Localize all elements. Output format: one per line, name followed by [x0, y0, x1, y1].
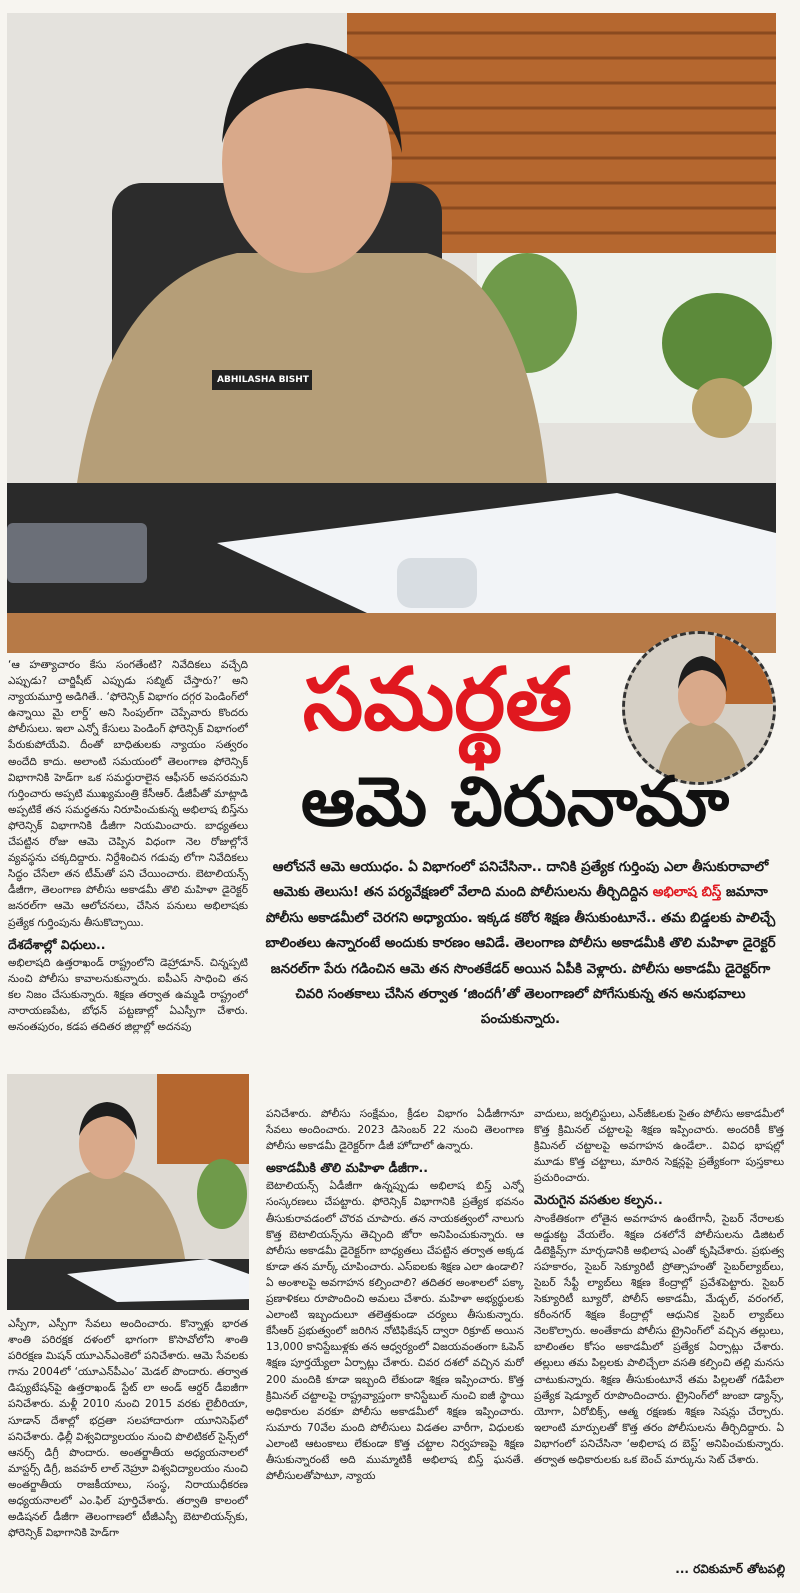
- left-para-1: ‘ఆ హత్యాచారం కేసు సంగతేంటి? నివేదికలు వచ్చేది ఎప్పుడు? చార్జిషీట్ ఎప్పుడు సబ్మిట్ చేస్తారు?’ అని న్యాయమూర్తి అడిగితే.. ‘ఫోరెన్సిక్ విభాగం దగ్గర పెండింగ్‌లో ఉన్నాయి మై లార్డ్’ అని సింపుల్‌గా చెప్పేవారు కొందరు పోలీసులు. ఇలా ఎన్నో కేసులు పెండింగ్ ఫోరెన్సిక్ విభాగంలో పేరుకుపోయేవి. దీంతో బాధితులకు న్యాయం సత్వరం అందేది కాదు. అలాంటి సమయంలో తెలంగాణ ఫోరెన్సిక్ విభాగానికి హెడ్‌గా ఒక సమర్థురాలైన ఆఫీసర్ అవసరమని గుర్తించారు అప్పటి ముఖ్యమంత్రి కేసీఆర్. డీజీపీతో మాట్లాడి అప్పటికే తన సమర్థతను నిరూపించుకున్న అభిలాష బిస్త్‌ను ఫోరెన్సిక్ విభాగానికి డీజీగా నియమించారు. బాధ్యతలు చేపట్టిన రోజు ఆమె చెప్పిన విధంగా నెల రోజుల్లోనే వ్యవస్థను చక్కదిద్దారు. నిర్దేశించిన గడువు లోగా నివేదికలు సిద్ధం చేసేలా తన టీమ్‌తో పని చేయించారు. బెటాలియన్స్ డీజీగా, తెలంగాణ పోలీసు అకాడమీ తొలి మహిళా డైరెక్టర్ జనరల్‌గా ఆమె ఆలోచనలు, చేసిన పనులు అభిలాషకు ప్రత్యేక గుర్తింపును తీసుకొచ్చాయి.: [8, 659, 248, 929]
- inset-circle-photo: [622, 631, 776, 785]
- name-badge: ABHILASHA BISHT: [217, 375, 309, 385]
- intro-deck: [258, 855, 783, 1098]
- right-para-2: సాంకేతికంగా లోతైన అవగాహన ఉంటేగానీ, సైబర్ నేరాలకు అడ్డుకట్ట వేయలేం. శిక్షణ దశలోనే పోలీసులను డిజిటల్ డిటెక్టివ్స్‌గా మార్చడానికి అభిలాష ఎంతో కృషిచేశారు. ప్రభుత్వ సహకారం, సైబర్ సెక్యూరిటీ ప్రోత్సాహంతో సైబర్‌ల్యాబ్‌లు, సైబర్ సేఫ్టీ ల్యాబ్‌లు శిక్షణ కేంద్రాల్లో ప్రవేశపెట్టారు. సైబర్ సెక్యూరిటీ బ్యూరో, పోలీస్ అకాడమీ, మేడ్చల్, వరంగల్, కరీంనగర్ శిక్షణ కేంద్రాల్లో ఆధునిక సైబర్ ల్యాబ్‌లు నెలకొల్పారు. అంతేకాదు పోలీసు ట్రైనింగ్‌లో వచ్చిన తల్లులు, బాలింతల కోసం అకాడమీలో ప్రత్యేక ఏర్పాట్లు చేశారు. తల్లులు తమ పిల్లలకు పాలిచ్చేలా వసతి కల్పించి తల్లి మనసు చాటుకున్నారు. శిక్షణ తీసుకుంటూనే తమ పిల్లలతో గడిపేలా ప్రత్యేక షెడ్యూల్ రూపొందించారు. ట్రైనింగ్‌లో జుంబా డ్యాన్స్, యోగా, ఏరోబిక్స్, ఆత్మ రక్షణకు శిక్షణ సెషన్లు చేర్చారు. ఇలాంటి మార్పులతో కొత్త తరం పోలీసులను తీర్చిదిద్దారు. ఏ విభాగంలో పనిచేసినా ‘అభిలాష ద బెస్ట్’ అనిపించుకున్నారు. తర్వాత అధికారులకు ఒక బెంచ్ మార్కును సెట్ చేశారు.: [534, 1212, 784, 1466]
- officer-writing-illustration: [7, 1074, 249, 1310]
- intro-text-before: ఆలోచనే ఆమె ఆయుధం. ఏ విభాగంలో పనిచేసినా.. దానికి ప్రత్యేక గుర్తింపు ఎలా తీసుకురావాలో ఆమెకు తెలుసు! తన పర్యవేక్షణలో వేలాది మంది పోలీసులను తీర్చిదిద్దిన: [272, 860, 769, 901]
- left-subheading: దేశదేశాల్లో విధులు..: [8, 936, 106, 952]
- right-para-1: వాదులు, జర్నలిస్టులు, ఎన్‌జీఓలకు సైతం పోలీసు అకాడమీలో కొత్త క్రిమినల్ చట్టాలపై శిక్షణ ఇప్పించారు. అందరికీ కొత్త క్రిమినల్ చట్టాలపై అవగాహన ఉండేలా.. వివిధ భాషల్లో మూడు కొత్త చట్టాలు, మారిన సెక్షన్లపై ప్రత్యేకంగా పుస్తకాలు ప్రచురించారు.: [534, 1108, 784, 1185]
- secondary-photo: [7, 1074, 249, 1310]
- byline: ... రవికుమార్ తోటపల్లి: [675, 1562, 785, 1576]
- middle-para-2: బెటాలియన్స్ ఏడీజీగా ఉన్నప్పుడు అభిలాష బిస్త్ ఎన్నో సంస్కరణలు చేపట్టారు. ఫోరెన్సిక్ విభాగానికి ప్రత్యేక భవనం తీసుకురావడంలో చొరవ చూపారు. తన నాయకత్వంలో నాలుగు కొత్త బెటాలియన్స్‌ను తెచ్చింది జోరా అనిపించుకున్నారు. ఆ పోలీసు అకాడమీ డైరెక్టర్‌గా బాధ్యతలు చేపట్టిన తర్వాత అక్కడ కూడా తన మార్క్ చూపించారు. ఎస్ఐలకు శిక్షణ ఎలా ఉండాలి? ఏ అంశాలపై అవగాహన కల్పించాలి? తదితర అంశాలలో పక్కా ప్రణాళికలు రూపొందించి అమలు చేశారు. మహిళా అభ్యర్థులకు ఎలాంటి ఇబ్బందులూ తలెత్తకుండా చర్యలు తీసుకున్నారు. కేసీఆర్ ప్రభుత్వంలో జరిగిన నోటిఫికేషన్ ద్వారా రిక్రూట్ అయిన 13,000 కానిస్టేబుళ్లకు తన ఆధ్వర్యంలో విజయవంతంగా ఓపెన్ శిక్షణ పూర్తయ్యేలా ఏర్పాట్లు చేశారు. చివర దశలో వచ్చిన మరో 200 మందికి కూడా ఇబ్బంది లేకుండా శిక్షణ ఇప్పించారు. కొత్త క్రిమినల్ చట్టాలపై రాష్ట్రవ్యాప్తంగా కానిస్టేబుల్ నుంచి ఐజీ స్థాయి అధికారుల వరకూ పోలీసు అకాడమీలో శిక్షణ ఇప్పించారు. సుమారు 70వేల మంది పోలీసులు విడతల వారీగా, విధులకు ఎలాంటి ఆటంకాలు లేకుండా కొత్త చట్టాల నిర్వహణపై శిక్షణ తీసుకున్నారంటే అది ముమ్మాటికీ అభిలాష బిస్త్ ఘనతే. పోలీసులతోపాటూ, న్యాయ: [266, 1180, 524, 1483]
- headline-sub: ఆమె చిరునామా: [300, 763, 730, 842]
- middle-subheading: అకాడమీకి తొలి మహిళా డీజీగా..: [266, 1160, 428, 1176]
- left-column-bottom: [8, 1316, 248, 1586]
- main-photo: [7, 13, 776, 653]
- middle-column: [266, 1106, 524, 1588]
- right-column: [534, 1106, 784, 1558]
- officer-at-desk-illustration: [7, 13, 776, 653]
- left-para-3: ఎస్పీగా, ఎస్పీగా సేవలు అందించారు. కొన్నాళ్లు భారత శాంతి పరిరక్షక దళంలో భాగంగా కొసావోలోని శాంతి పరిరక్షణ మిషన్ యూఎన్‌ఎంకెలో పనిచేశారు. ఆమె సేవలకు గాను 2004లో ‘యూఎన్‌పీఎం’ మెడల్ పొందారు. తర్వాత డిప్యుటేషన్‌పై ఉత్తరాఖండ్ స్టేట్ లా అండ్ ఆర్డర్ డీఐజీగా పనిచేశారు. మళ్లీ 2010 నుంచి 2015 వరకు లైబీరియా, సూడాన్ దేశాల్లో భద్రతా సలహాదారుగా యూనిసెఫ్‌లో పనిచేశారు. ఢిల్లీ విశ్వవిద్యాలయం నుంచి పొలిటికల్ సైన్స్‌లో ఆనర్స్ డిగ్రీ పొందారు. అంతర్జాతీయ అధ్యయనాలలో మాస్టర్స్ డిగ్రీ, జవహర్ లాల్ నెహ్రూ విశ్వవిద్యాలయం నుంచి అంతర్జాతీయ రాజకీయాలు, సంస్థ, నిరాయుధీకరణ అధ్యయనాలలో ఎం.ఫిల్ పూర్తిచేశారు. తర్వాతి కాలంలో అడిషనల్ డీజీగా తెలంగాణలో టీజీఎస్పీ బెటాలియన్స్‌కు, ఫోరెన్సిక్ విభాగానికి హెడ్‌గా: [8, 1318, 248, 1540]
- right-subheading: మెరుగైన వసతుల కల్పన..: [534, 1192, 663, 1208]
- left-para-2: అభిలాష‌ది ఉత్తరాఖండ్ రాష్ట్రంలోని డెహ్రాడూన్. చిన్నప్పటి నుంచి పోలీసు కావాలనుకున్నారు. ఐపీఎస్ సాధించి తన కల నిజం చేసుకున్నారు. శిక్షణ తర్వాత ఉమ్మడి రాష్ట్రంలో నారాయణపేట, బోధన్ పట్టణాల్లో ఏఎస్పీగా చేశారు. అనంతపురం, కడప తదితర జిల్లాల్లో అదనపు: [8, 956, 248, 1034]
- left-column-top: [8, 657, 248, 1069]
- headline-main: సమర్థత: [302, 650, 573, 750]
- middle-para-1: పనిచేశారు. పోలీసు సంక్షేమం, క్రీడల విభాగం ఏడీజీగానూ సేవలు అందించారు. 2023 డిసెంబర్ 22 నుంచి తెలంగాణ పోలీసు అకాడమీ డైరెక్టర్‌గా డీజీ హోదాలో ఉన్నారు.: [266, 1108, 524, 1153]
- intro-text-after: జమానా పోలీసు అకాడమీలో చెరగని అధ్యాయం. ఇక్కడ కఠోర శిక్షణ తీసుకుంటూనే.. తమ బిడ్డలకు పాలిచ్చే బాలింతలు ఉన్నారంటే అందుకు కారణం ఆవిడే. తెలంగాణ పోలీసు అకాడమీకి తొలి మహిళా డైరెక్టర్ జనరల్‌గా పేరు గడించిన ఆమె తన సొంతకేడర్ అయిన ఏపీకి వెళ్లారు. పోలీసు అకాడమీ డైరెక్టర్‌గా చివరి సంతకాలు చేసిన తర్వాత ‘జిందగీ’తో తెలంగాణలో పోగేసుకున్న తన అనుభవాలు పంచుకున్నారు.: [265, 885, 776, 1028]
- intro-highlight-name: అభిలాష బిస్త్: [652, 885, 722, 901]
